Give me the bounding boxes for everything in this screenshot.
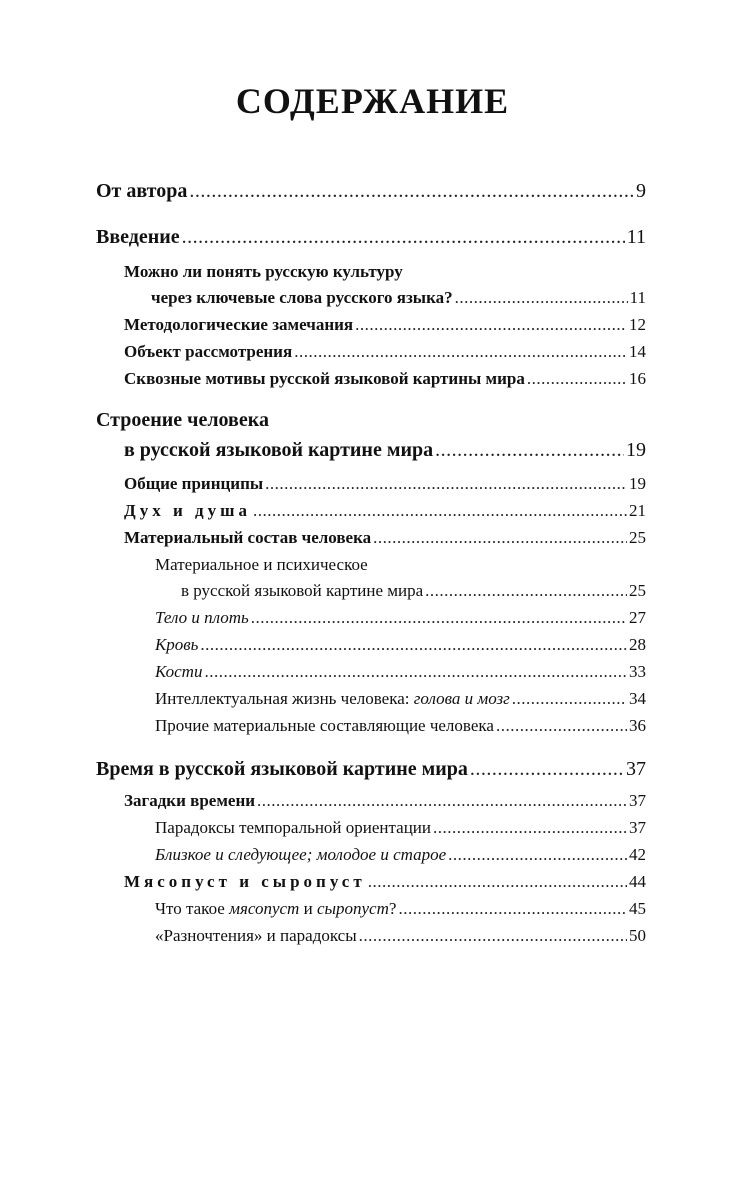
leader-dots <box>253 501 627 521</box>
toc-entry-label <box>155 899 396 919</box>
toc-entry[interactable] <box>96 758 646 781</box>
toc-page-number: 34 <box>629 689 646 708</box>
leader-dots <box>251 608 627 628</box>
toc-entry-label: Материальный состав человека <box>124 528 372 547</box>
toc-entry[interactable] <box>155 662 646 682</box>
toc-page-number: 37 <box>629 791 646 810</box>
toc-entry-label: Мясопуст и сыропуст <box>124 872 366 891</box>
toc-entry-label: Введение <box>96 226 180 248</box>
leader-dots <box>527 369 627 389</box>
toc-entry[interactable] <box>155 608 646 628</box>
label-part-italic: молодое <box>316 845 377 864</box>
label-part-italic: мозг <box>477 689 510 708</box>
label-part-italic: мясопуст <box>229 899 300 918</box>
toc-entry[interactable] <box>181 581 646 601</box>
toc-entry-label: Объект рассмотрения <box>124 342 293 361</box>
leader-dots <box>435 439 624 462</box>
toc-page-number: 42 <box>629 845 646 864</box>
label-part-italic: ; <box>306 845 317 864</box>
leader-dots <box>265 474 627 494</box>
toc-page-number: 11 <box>629 288 646 307</box>
leader-dots <box>359 926 627 946</box>
toc-page-number: 25 <box>629 581 646 600</box>
leader-dots <box>433 818 627 838</box>
label-part-italic: Близкое <box>155 845 211 864</box>
toc-entry[interactable] <box>155 689 646 709</box>
leader-dots <box>512 689 627 709</box>
toc-entry-label-line1[interactable]: Строение человека <box>96 409 269 431</box>
toc-page-number: 27 <box>629 608 646 627</box>
toc-entry-label-line2: в русской языковой картине мира <box>181 581 424 600</box>
label-part-italic: старое <box>393 845 447 864</box>
toc-entry-label: От автора <box>96 180 188 202</box>
leader-dots <box>470 758 624 781</box>
toc-page-number: 19 <box>626 439 646 461</box>
toc-entry-label: «Разночтения» и парадоксы <box>155 926 357 945</box>
leader-dots <box>425 581 627 601</box>
toc-entry-label: Сквозные мотивы русской языковой картины мира <box>124 369 525 388</box>
leader-dots <box>204 662 627 682</box>
toc-entry-label: Дух и душа <box>124 501 251 520</box>
toc-entry[interactable] <box>124 315 646 335</box>
label-part-italic: и <box>460 689 478 708</box>
toc-entry[interactable] <box>124 501 646 521</box>
toc-entry[interactable] <box>124 528 646 548</box>
toc-entry[interactable] <box>155 899 646 919</box>
toc-entry-label: Загадки времени <box>124 791 256 810</box>
toc-entry-label: Время в русской языковой картине мира <box>96 758 468 780</box>
toc-entry[interactable] <box>155 926 646 946</box>
toc-entry[interactable] <box>96 226 646 249</box>
toc-entry[interactable] <box>124 791 646 811</box>
toc-entry-label: Общие принципы <box>124 474 264 493</box>
toc-page-number: 45 <box>629 899 646 918</box>
toc-page-number: 9 <box>636 180 646 202</box>
toc-entry-label: Кости <box>155 662 203 681</box>
toc-entry-label: Кровь <box>155 635 199 654</box>
toc-page-number: 12 <box>629 315 646 334</box>
toc-entry-label: Методологические замечания <box>124 315 354 334</box>
toc-entry-label: Тело и плоть <box>155 608 249 627</box>
toc-page-number: 25 <box>629 528 646 547</box>
toc-entry[interactable] <box>96 180 646 203</box>
toc-entry[interactable] <box>155 635 646 655</box>
toc-page-number: 50 <box>629 926 646 945</box>
toc-page-number: 14 <box>629 342 646 361</box>
label-part-italic: и <box>210 845 228 864</box>
toc-entry[interactable] <box>155 716 646 736</box>
toc-entry[interactable] <box>151 288 646 308</box>
leader-dots <box>200 635 627 655</box>
toc-page-number: 36 <box>629 716 646 735</box>
toc-page-number: 11 <box>626 226 646 248</box>
leader-dots <box>368 872 627 892</box>
leader-dots <box>257 791 627 811</box>
toc-entry-label <box>155 845 446 865</box>
label-part: ? <box>388 899 397 918</box>
leader-dots <box>496 716 627 736</box>
label-part: и <box>299 899 317 918</box>
toc-entry[interactable] <box>155 845 646 865</box>
toc-entry-label-line2: в русской языковой картине мира <box>124 439 434 461</box>
toc-page-number: 28 <box>629 635 646 654</box>
toc-entry[interactable] <box>124 439 646 462</box>
label-part-italic: голова <box>413 689 461 708</box>
label-part-italic: сыропуст <box>316 899 389 918</box>
label-part: Интеллектуальная жизнь человека: <box>155 689 414 708</box>
label-part-italic: следующее <box>227 845 307 864</box>
toc-entry[interactable] <box>124 872 646 892</box>
label-part-italic: и <box>376 845 394 864</box>
leader-dots <box>182 226 625 249</box>
label-part: Что такое <box>155 899 230 918</box>
leader-dots <box>398 899 627 919</box>
toc-entry-label-line1[interactable]: Материальное и психическое <box>155 555 368 574</box>
leader-dots <box>294 342 627 362</box>
toc-page-number: 44 <box>629 872 646 891</box>
leader-dots <box>355 315 627 335</box>
leader-dots <box>448 845 627 865</box>
toc-page-number: 33 <box>629 662 646 681</box>
toc-entry-label <box>155 689 510 709</box>
toc-page-number: 16 <box>629 369 646 388</box>
leader-dots <box>189 180 634 203</box>
toc-page-number: 37 <box>626 758 646 780</box>
toc-entry-label-line2: через ключевые слова русского языка? <box>151 288 453 307</box>
toc-entry[interactable] <box>155 818 646 838</box>
toc-entry-label-line1[interactable]: Можно ли понять русскую культуру <box>124 262 403 281</box>
leader-dots <box>373 528 627 548</box>
leader-dots <box>455 288 628 308</box>
page-title: СОДЕРЖАНИЕ <box>235 81 510 121</box>
toc-entry[interactable] <box>124 369 646 389</box>
toc-page-number: 37 <box>629 818 646 837</box>
toc-entry-label: Парадоксы темпоральной ориентации <box>155 818 431 837</box>
toc-entry-label: Прочие материальные составляющие человека <box>155 716 494 735</box>
toc-page-number: 21 <box>629 501 646 520</box>
toc-page-number: 19 <box>629 474 646 493</box>
toc-entry[interactable] <box>124 474 646 494</box>
toc-entry[interactable] <box>124 342 646 362</box>
